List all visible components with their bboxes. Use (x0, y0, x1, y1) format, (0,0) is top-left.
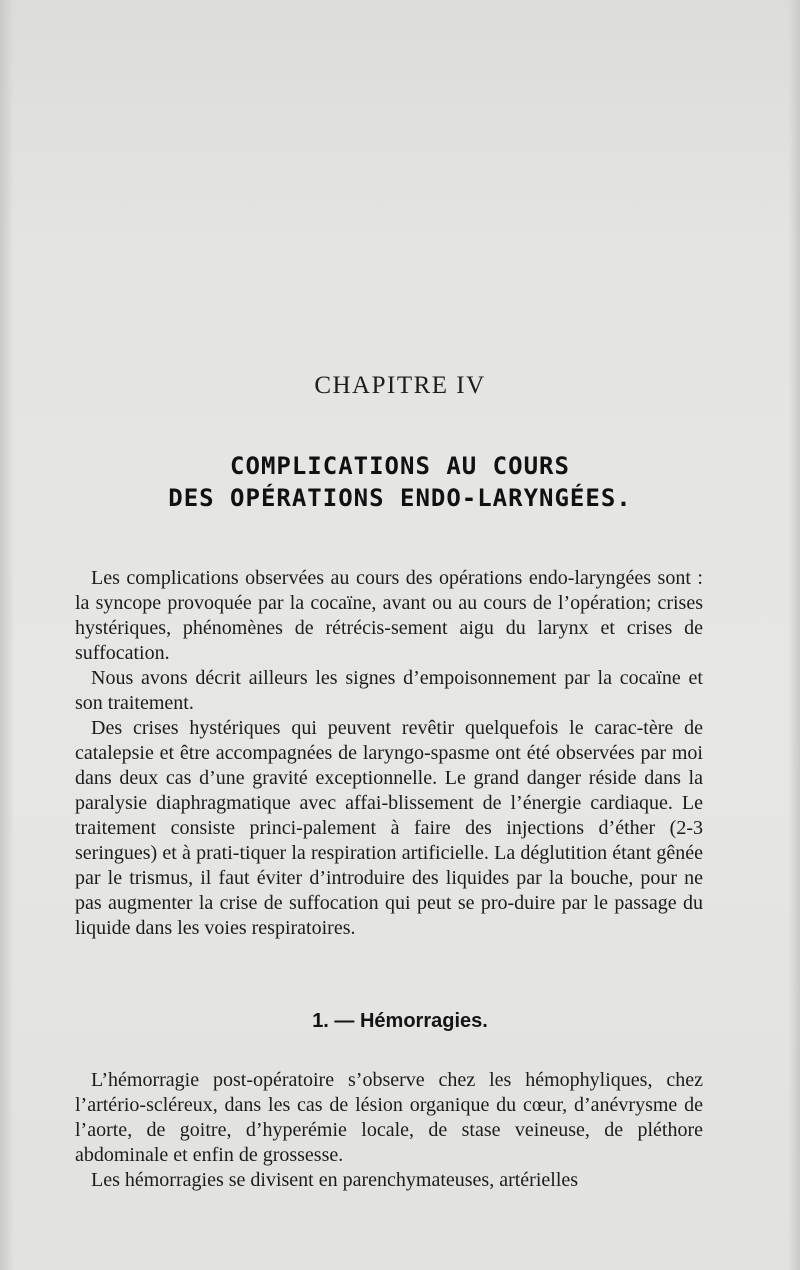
paragraph: Les complications observées au cours des opérations endo-laryngées sont : la syncope provoquée par la cocaïne, avant ou au cours de l’opération; crises hystériques, phénomènes de rétrécis-sement aigu du larynx et crises de suffocation. (75, 567, 703, 664)
scan-shadow-left (0, 0, 14, 1270)
paragraph: L’hémorragie post-opératoire s’observe chez les hémophyliques, chez l’artério-scléreux, dans les cas de lésion organique du cœur, d’anévrysme de l’aorte, de goitre, d’hyperémie locale, de stase veineuse, de pléthore abdominale et enfin de grossesse. (75, 1069, 703, 1166)
intro-text (75, 566, 703, 941)
paragraph: Des crises hystériques qui peuvent revêtir quelquefois le carac-tère de catalepsie et être accompagnées de laryngo-spasme ont été observées par moi dans deux cas d’une gravité exceptionnelle. Le grand danger réside dans la paralysie diaphragmatique avec affai-blissement de l’énergie cardiaque. Le traitement consiste princi-palement à faire des injections d’éther (2-3 seringues) et à prati-tiquer la respiration artificielle. La déglutition étant gênée par le trismus, il faut éviter d’introduire des liquides par la bouche, pour ne pas augmenter la crise de suffocation qui peut se pro-duire par le passage du liquide dans les voies respiratoires. (75, 717, 703, 939)
section-heading: 1. — Hémorragies. (312, 1010, 488, 1032)
paragraph: Les hémorragies se divisent en parenchymateuses, artérielles (91, 1169, 579, 1191)
paragraph: Nous avons décrit ailleurs les signes d’empoisonnement par la cocaïne et son traitement. (75, 667, 703, 714)
chapter-title-line-1: COMPLICATIONS AU COURS (230, 452, 570, 480)
scan-shadow-right (788, 0, 800, 1270)
chapter-label: CHAPITRE IV (314, 372, 486, 399)
section-text (75, 1068, 703, 1193)
chapter-title-line-2: DES OPÉRATIONS ENDO-LARYNGÉES. (168, 484, 632, 512)
